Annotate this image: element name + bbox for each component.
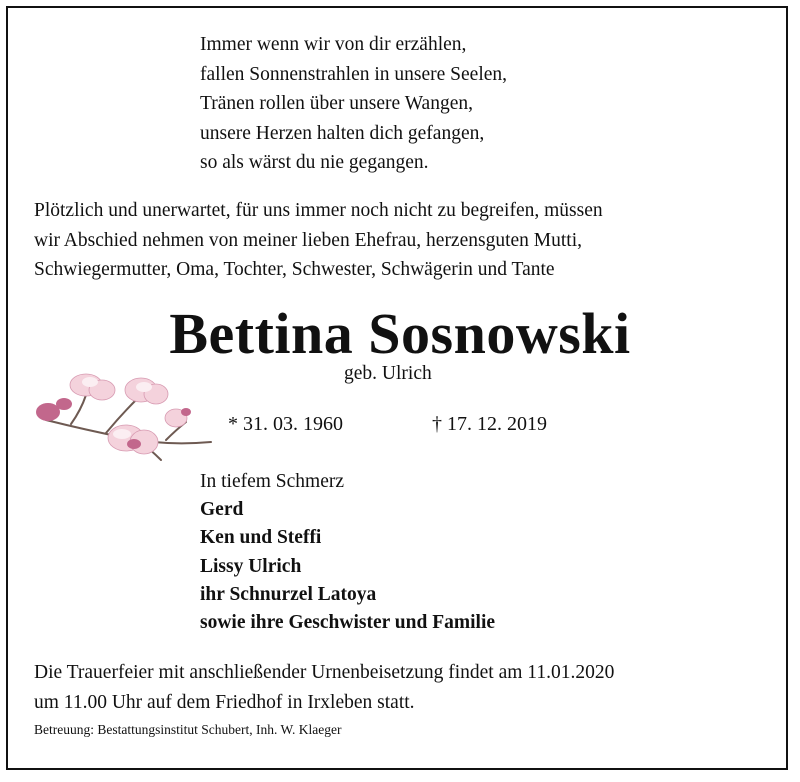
funeral-notice [34, 658, 614, 717]
poem-line: so als wärst du nie gegangen. [200, 152, 429, 173]
mourner-name: Gerd [200, 499, 244, 521]
mourner-name: ihr Schnurzel Latoya [200, 583, 377, 605]
mourner-name: Ken und Steffi [200, 527, 322, 549]
birth-date: * 31. 03. 1960 [228, 413, 343, 435]
magnolia-branch-icon [26, 360, 216, 470]
death-date: † 17. 12. 2019 [432, 413, 547, 435]
funeral-line: um 11.00 Uhr auf dem Friedhof in Irxleben statt. [34, 691, 415, 713]
poem-line: fallen Sonnenstrahlen in unsere Seelen, [200, 63, 508, 85]
intro-line: wir Abschied nehmen von meiner lieben Ehefrau, herzensguten Mutti, [34, 229, 582, 251]
funeral-line: Die Trauerfeier mit anschließender Urnenbeisetzung findet am 11.01.2020 [34, 662, 615, 683]
mourner-name: sowie ihre Geschwister und Familie [200, 612, 496, 634]
birth-name: geb. Ulrich [344, 363, 432, 384]
intro-line: Plötzlich und unerwartet, für uns immer noch nicht zu begreifen, müssen [34, 200, 603, 221]
poem-line: Immer wenn wir von dir erzählen, [200, 34, 467, 55]
poem-line: Tränen rollen über unsere Wangen, [200, 93, 473, 114]
funeral-director-note: Betreuung: Bestattungsinstitut Schubert, Inh. W. Klaeger [34, 722, 342, 737]
deceased-name: Bettina Sosnowski [169, 301, 631, 366]
intro-line: Schwiegermutter, Oma, Tochter, Schwester, Schwägerin und Tante [34, 259, 555, 280]
mourner-name: Lissy Ulrich [200, 555, 302, 577]
mourners-heading: In tiefem Schmerz [200, 471, 345, 492]
intro-text [34, 196, 766, 285]
mourners-block [200, 468, 495, 637]
poem-line: unsere Herzen halten dich gefangen, [200, 122, 485, 144]
poem [200, 30, 507, 178]
